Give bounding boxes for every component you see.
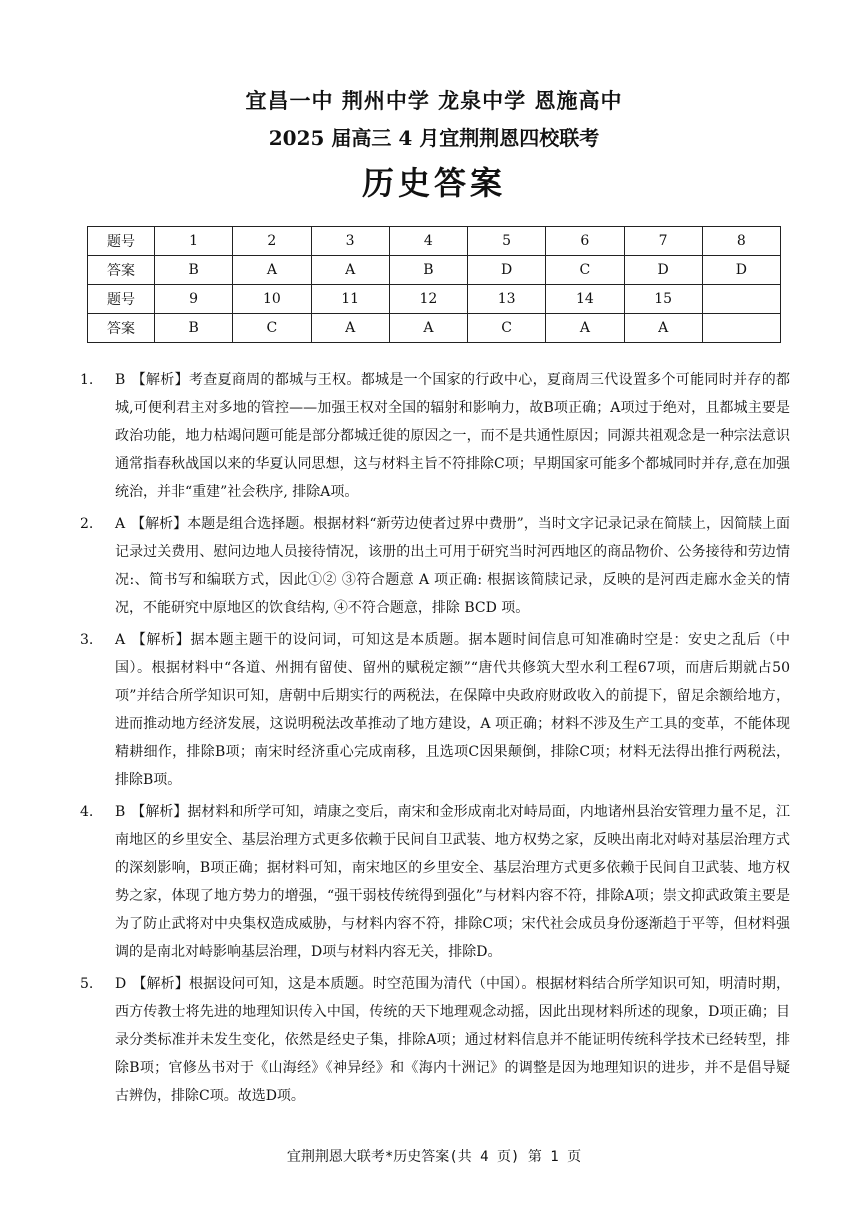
item-answer: B bbox=[115, 372, 126, 388]
answer-table-cell: D bbox=[624, 256, 702, 285]
explanation-item bbox=[80, 626, 790, 794]
answer-table-cell: A bbox=[624, 314, 702, 343]
item-explanation-text: 根据设问可知，这是本质题。时空范围为清代（中国）。根据材料结合所学知识可知，明清时期，西方传教士将先进的地理知识传入中国，传统的天下地理观念动摇，因此出现材料所述的现象，D项正确；目录分类标准并未发生变化，依然是经史子集，排除A项；通过材料信息并不能证明传统科学技术已经转型，排除B项；官修丛书对于《山海经》《神异经》和《海内十洲记》的调整是因为地理知识的进步，并不是倡导疑古辨伪，排除C项。故选D项。 bbox=[115, 976, 791, 1104]
answer-table-cell: 2 bbox=[233, 227, 311, 256]
explanation-list bbox=[80, 366, 790, 1114]
answer-table-cell: 10 bbox=[233, 285, 311, 314]
answer-table-cell bbox=[702, 314, 780, 343]
page-title: 历史答案 bbox=[361, 164, 506, 202]
answer-table-cell: B bbox=[155, 314, 233, 343]
item-explanation-text: 考查夏商周的都城与王权。都城是一个国家的行政中心，夏商周三代设置多个可能同时并存的都城,可便利君主对多地的管控——加强王权对全国的辐射和影响力，故B项正确；A项过于绝对，且都城主要是政治功能，地力枯竭问题可能是部分都城迁徙的原因之一，而不是共通性原因；同源共祖观念是一种宗法意识通常指春秋战国以来的华夏认同思想，这与材料主旨不符排除C项；早期国家可能多个都城同时并存,意在加强统治，并非“重建”社会秩序, 排除A项。 bbox=[115, 372, 791, 500]
answer-table-cell: 1 bbox=[155, 227, 233, 256]
answer-table-cell: C bbox=[468, 314, 546, 343]
item-answer: B bbox=[115, 804, 126, 820]
item-analysis-tag: 【解析】 bbox=[131, 804, 188, 820]
answer-table-cell: 14 bbox=[546, 285, 624, 314]
answer-table-row-header: 答案 bbox=[88, 314, 155, 343]
answer-table-row bbox=[88, 285, 781, 314]
item-explanation-text: 据材料和所学可知，靖康之变后，南宋和金形成南北对峙局面，内地诸州县治安管理力量不足，江南地区的乡里安全、基层治理方式更多依赖于民间自卫武装、地方权势之家，反映出南北对峙对基层治理方式的深刻影响，B项正确；据材料可知，南宋地区的乡里安全、基层治理方式更多依赖于民间自卫武装、地方权势之家，体现了地方势力的增强，“强干弱枝传统得到强化”与材料内容不符，排除A项；崇文抑武政策主要是为了防止武将对中央集权造成威胁，与材料内容不符，排除C项；宋代社会成员身份逐渐趋于平等，但材料强调的是南北对峙影响基层治理，D项与材料内容无关，排除D。 bbox=[115, 804, 791, 960]
answer-table-cell: A bbox=[233, 256, 311, 285]
answer-table-cell: A bbox=[389, 314, 467, 343]
item-analysis-tag: 【解析】 bbox=[132, 976, 189, 992]
school-names: 宜昌一中 荆州中学 龙泉中学 恩施高中 bbox=[245, 88, 623, 113]
answer-table-cell: 12 bbox=[389, 285, 467, 314]
answer-table-cell: B bbox=[155, 256, 233, 285]
answer-table-cell: C bbox=[233, 314, 311, 343]
answer-table-cell: A bbox=[311, 256, 389, 285]
answer-table-cell bbox=[702, 285, 780, 314]
answer-table-cell: 8 bbox=[702, 227, 780, 256]
item-answer: A bbox=[115, 632, 126, 648]
answer-table-cell: D bbox=[702, 256, 780, 285]
explanation-item bbox=[80, 970, 790, 1110]
explanation-item bbox=[80, 510, 790, 622]
item-answer: A bbox=[115, 516, 126, 532]
item-answer: D bbox=[115, 976, 127, 992]
answer-table-row-header: 题号 bbox=[88, 285, 155, 314]
answer-table-row-header: 答案 bbox=[88, 256, 155, 285]
answer-table-row bbox=[88, 314, 781, 343]
answer-table-cell: 3 bbox=[311, 227, 389, 256]
answer-table-row bbox=[88, 227, 781, 256]
item-number: 3. bbox=[80, 632, 94, 648]
item-explanation-text: 据本题主题干的设问词，可知这是本质题。据本题时间信息可知准确时空是：安史之乱后（中国）。根据材料中“各道、州拥有留使、留州的赋税定额”“唐代共修筑大型水利工程67项，而唐后期就占50项”并结合所学知识可知，唐朝中后期实行的两税法，在保障中央政府财政收入的前提下，留足余额给地方，进而推动地方经济发展，这说明税法改革推动了地方建设，A 项正确；材料不涉及生产工具的变革，不能体现精耕细作，排除B项；南宋时经济重心完成南移，且选项C因果颠倒，排除C项；材料无法得出推行两税法，排除B项。 bbox=[115, 632, 791, 788]
page-header bbox=[0, 84, 868, 206]
item-explanation-text: 本题是组合选择题。根据材料“新劳边使者过界中费册”，当时文字记录记录在简牍上，因简牍上面记录过关费用、慰问边地人员接待情况，该册的出土可用于研究当时河西地区的商品物价、公务接待和劳边情况:、简书写和编联方式，因此①② ③符合题意 A 项正确: 根据该简牍记录，反映的是河西走廊水金关的情况，不能研究中原地区的饮食结构, ④不符合题意，排除 BCD 项。 bbox=[115, 516, 791, 616]
answer-table-cell: B bbox=[389, 256, 467, 285]
item-number: 2. bbox=[80, 516, 94, 532]
answer-table-cell: D bbox=[468, 256, 546, 285]
answer-table-row-header: 题号 bbox=[88, 227, 155, 256]
answer-table-cell: 9 bbox=[155, 285, 233, 314]
answer-table bbox=[87, 226, 781, 343]
page-footer: 宜荆荆恩大联考*历史答案(共 4 页) 第 1 页 bbox=[286, 1149, 582, 1165]
answer-table-cell: 11 bbox=[311, 285, 389, 314]
answer-table-cell: 5 bbox=[468, 227, 546, 256]
answer-table-cell: A bbox=[546, 314, 624, 343]
item-analysis-tag: 【解析】 bbox=[131, 372, 189, 388]
explanation-item bbox=[80, 366, 790, 506]
item-number: 4. bbox=[80, 804, 94, 820]
item-analysis-tag: 【解析】 bbox=[131, 516, 188, 532]
exam-name: 2025 届高三 4 月宜荆荆恩四校联考 bbox=[268, 126, 600, 150]
explanation-item bbox=[80, 798, 790, 966]
item-analysis-tag: 【解析】 bbox=[131, 632, 191, 648]
answer-table-cell: 13 bbox=[468, 285, 546, 314]
answer-table-cell: 15 bbox=[624, 285, 702, 314]
answer-table-row bbox=[88, 256, 781, 285]
item-number: 5. bbox=[80, 976, 94, 992]
answer-table-cell: C bbox=[546, 256, 624, 285]
answer-table-body bbox=[88, 227, 781, 343]
answer-table-cell: 6 bbox=[546, 227, 624, 256]
answer-table-cell: A bbox=[311, 314, 389, 343]
item-number: 1. bbox=[80, 372, 94, 388]
answer-table-cell: 7 bbox=[624, 227, 702, 256]
answer-table-cell: 4 bbox=[389, 227, 467, 256]
